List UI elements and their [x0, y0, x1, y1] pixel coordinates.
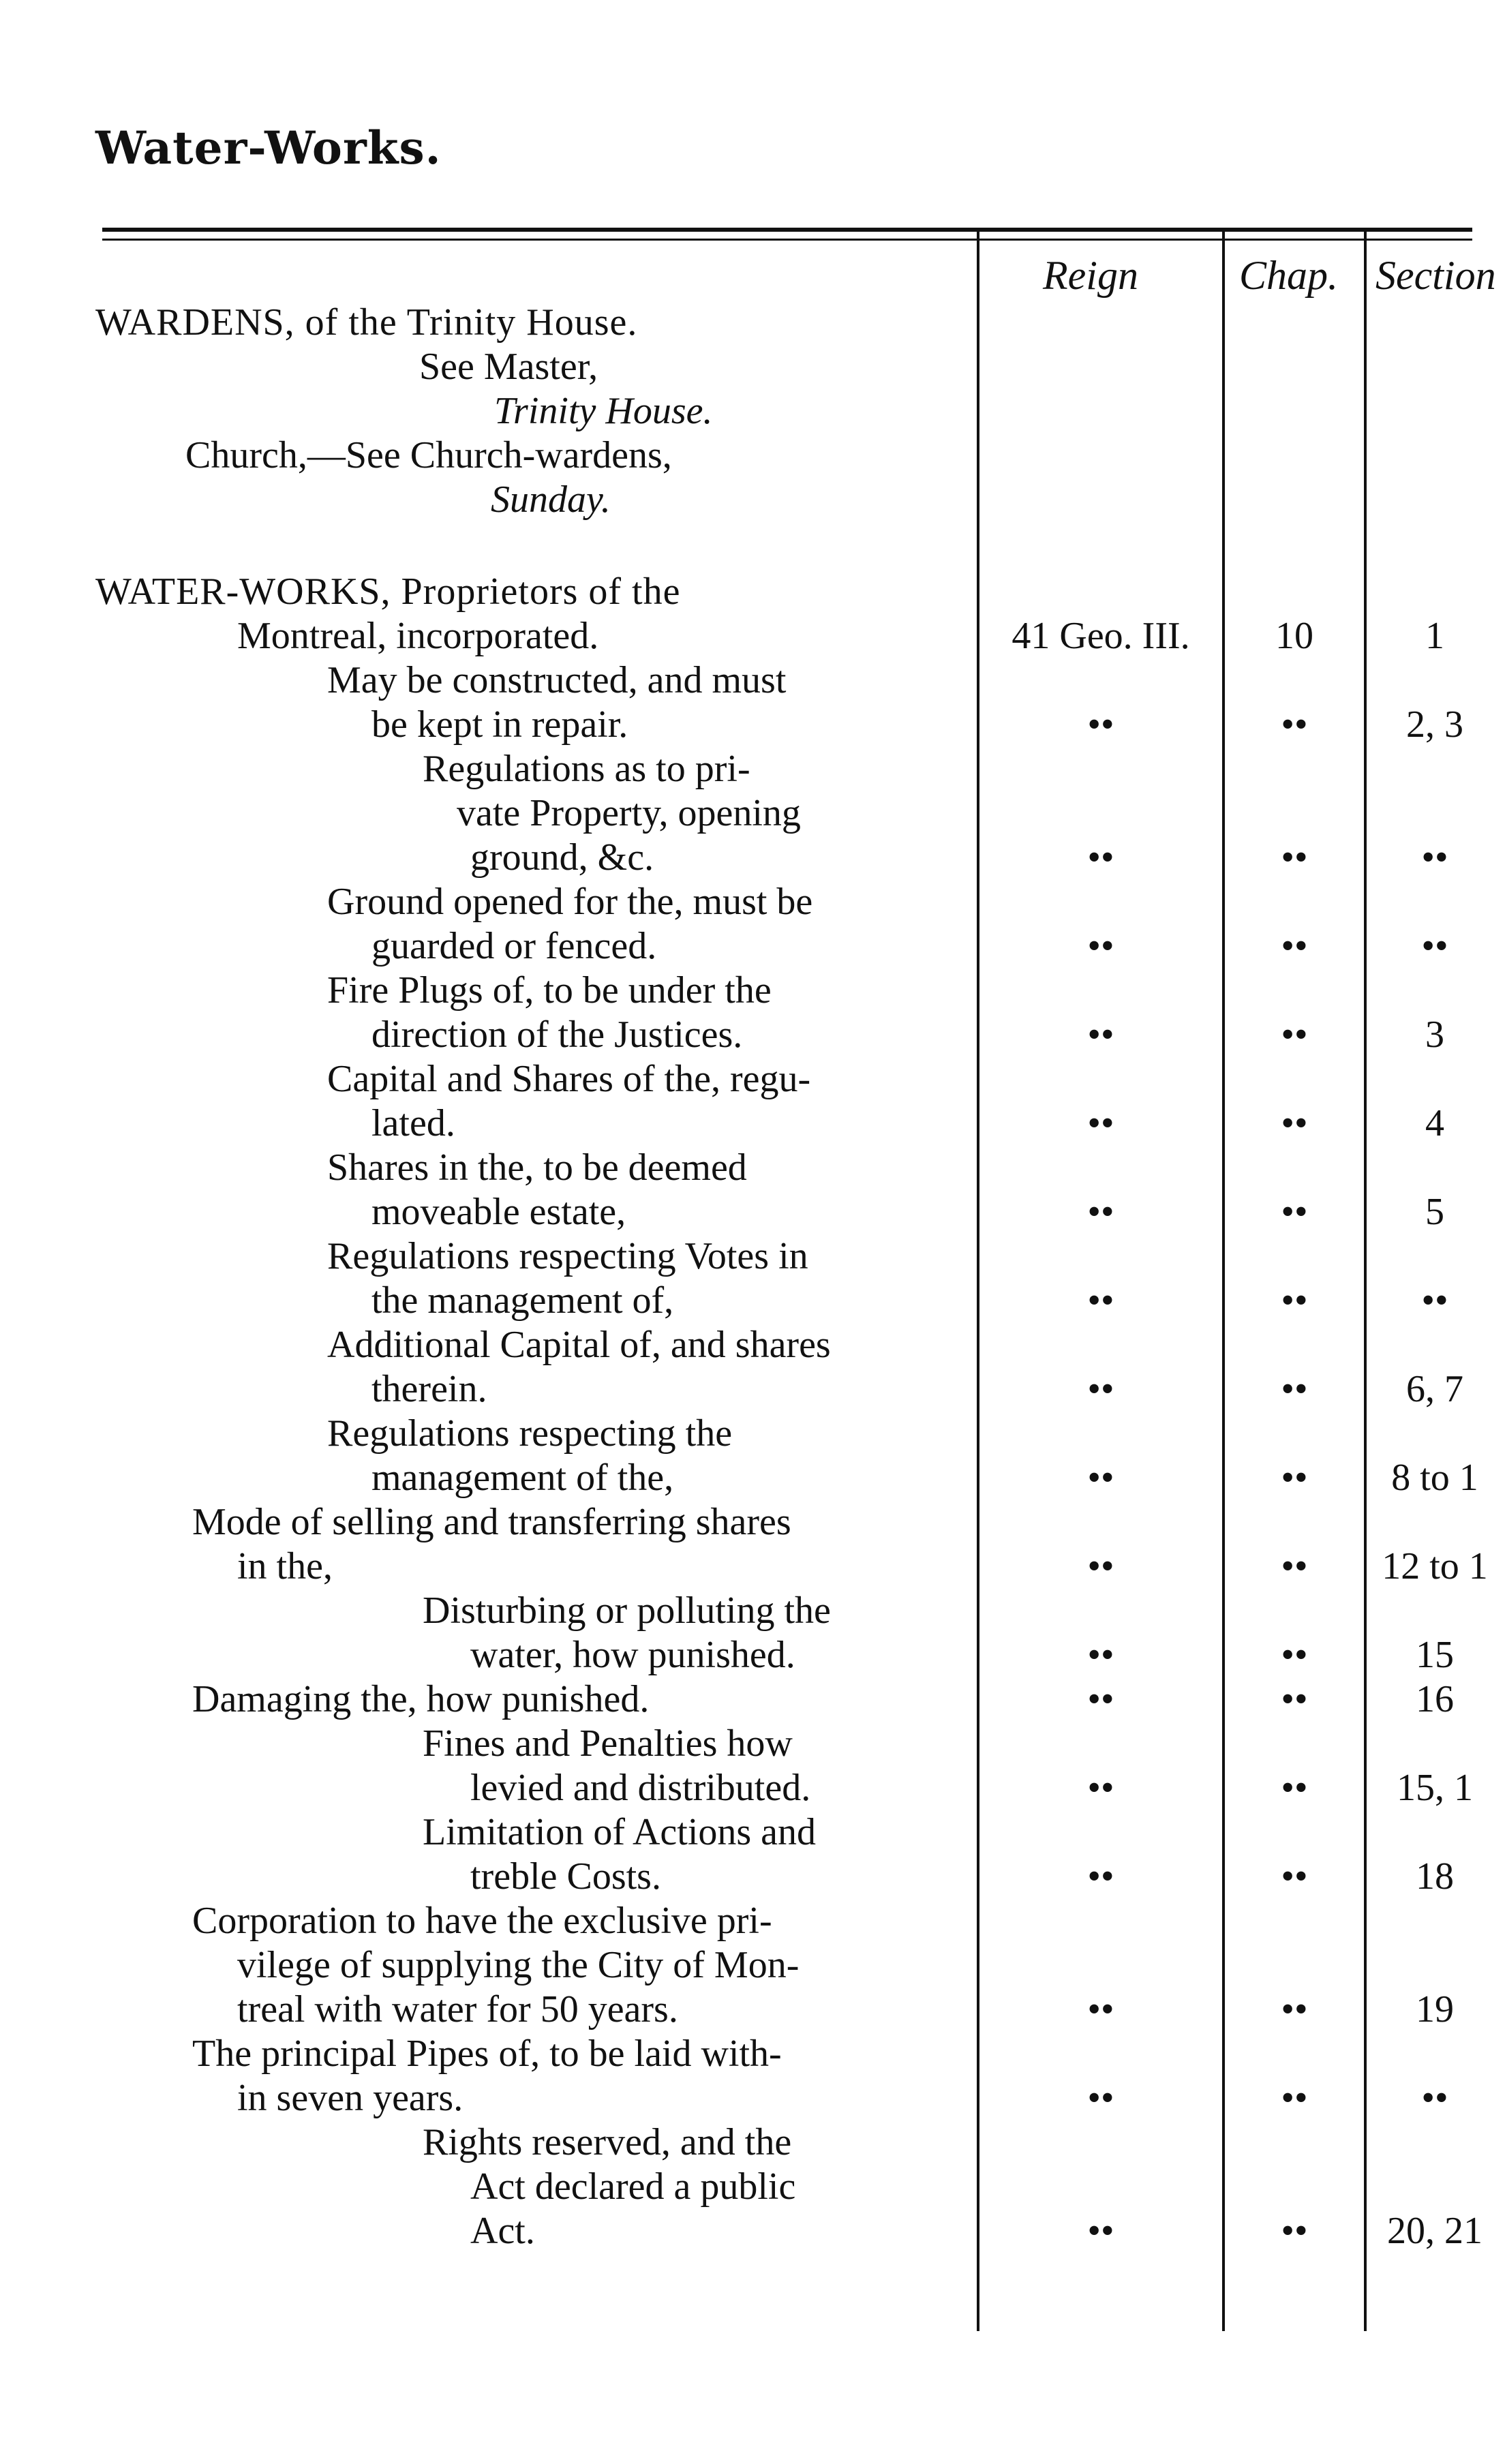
reign-cell: ••	[1087, 1368, 1114, 1410]
entry-trinity-house: Trinity House.	[494, 390, 713, 432]
column-header-section: Section	[1375, 253, 1496, 298]
entry-line: vate Property, opening	[457, 792, 801, 834]
entry-line: the management of,	[371, 1279, 674, 1322]
entry-line: Act.	[470, 2210, 535, 2252]
entry-line: treal with water for 50 years.	[237, 1988, 678, 2030]
entry-line: guarded or fenced.	[371, 925, 657, 967]
section-cell: ••	[1421, 1279, 1448, 1322]
section-cell: 3	[1425, 1014, 1444, 1056]
reign-cell: 41 Geo. III.	[1012, 615, 1190, 657]
entry-line: Fines and Penalties how	[423, 1722, 793, 1765]
reign-cell: ••	[1087, 1014, 1114, 1056]
entry-line: water, how punished.	[470, 1634, 795, 1676]
column-header-reign: Reign	[1043, 253, 1138, 298]
reign-cell: ••	[1087, 1545, 1114, 1587]
reign-cell: ••	[1087, 1102, 1114, 1144]
entry-church-wardens: Church,—See Church-wardens,	[185, 434, 672, 476]
reign-cell: ••	[1087, 836, 1114, 879]
entry-line: moveable estate,	[371, 1191, 626, 1233]
entry-line: Shares in the, to be deemed	[327, 1146, 747, 1189]
entry-line: be kept in repair.	[371, 703, 628, 746]
entry-montreal-incorporated: Montreal, incorporated.	[237, 615, 599, 657]
entry-line: Disturbing or polluting the	[423, 1590, 831, 1632]
entry-line: Fire Plugs of, to be under the	[327, 969, 772, 1012]
entry-line: May be constructed, and must	[327, 659, 787, 701]
section-cell: 2, 3	[1406, 703, 1463, 746]
entry-line: Regulations as to pri-	[423, 748, 750, 790]
reign-cell: ••	[1087, 1457, 1114, 1499]
entry-line: Regulations respecting Votes in	[327, 1235, 808, 1277]
header-rule-thin	[102, 239, 1472, 241]
chap-cell: ••	[1281, 1767, 1308, 1809]
entry-wardens-heading: WARDENS, of the Trinity House.	[95, 301, 638, 344]
section-cell: ••	[1421, 836, 1448, 879]
entry-line: Mode of selling and transferring shares	[192, 1501, 791, 1543]
reign-cell: ••	[1087, 2077, 1114, 2119]
section-cell: ••	[1421, 2077, 1448, 2119]
entry-line: management of the,	[371, 1457, 674, 1499]
entry-line: in the,	[237, 1545, 333, 1587]
chap-cell: ••	[1281, 2210, 1308, 2252]
entry-line: treble Costs.	[470, 1855, 661, 1898]
section-cell: 4	[1425, 1102, 1444, 1144]
entry-sunday: Sunday.	[491, 478, 611, 521]
column-header-chap: Chap.	[1239, 253, 1339, 298]
section-cell: 16	[1416, 1678, 1454, 1720]
section-cell: 6, 7	[1406, 1368, 1463, 1410]
reign-cell: ••	[1087, 703, 1114, 746]
entry-water-works-heading: WATER-WORKS, Proprietors of the	[95, 571, 681, 613]
chap-cell: ••	[1281, 1102, 1308, 1144]
chap-cell: ••	[1281, 1634, 1308, 1676]
chap-cell: ••	[1281, 925, 1308, 967]
running-head: Water-Works.	[95, 121, 442, 174]
reign-cell: ••	[1087, 2210, 1114, 2252]
chap-cell: ••	[1281, 1545, 1308, 1587]
chap-cell: ••	[1281, 2077, 1308, 2119]
reign-cell: ••	[1087, 1279, 1114, 1322]
section-cell: 1	[1425, 615, 1444, 657]
entry-line: Regulations respecting the	[327, 1412, 733, 1455]
chap-cell: ••	[1281, 1279, 1308, 1322]
reign-cell: ••	[1087, 1634, 1114, 1676]
reign-cell: ••	[1087, 1855, 1114, 1898]
entry-line: lated.	[371, 1102, 455, 1144]
section-cell: 15	[1416, 1634, 1454, 1676]
chap-cell: ••	[1281, 1457, 1308, 1499]
chap-cell: ••	[1281, 1678, 1308, 1720]
entry-line: ground, &c.	[470, 836, 654, 879]
reign-cell: ••	[1087, 1191, 1114, 1233]
header-rule	[102, 228, 1472, 232]
chap-cell: ••	[1281, 1368, 1308, 1410]
entry-line: Additional Capital of, and shares	[327, 1324, 831, 1366]
entry-line: Damaging the, how punished.	[192, 1678, 650, 1720]
entry-line: vilege of supplying the City of Mon-	[237, 1944, 800, 1986]
entry-line: direction of the Justices.	[371, 1014, 743, 1056]
section-cell: 5	[1425, 1191, 1444, 1233]
chap-cell: ••	[1281, 836, 1308, 879]
reign-cell: ••	[1087, 1678, 1114, 1720]
section-cell: 15, 1	[1397, 1767, 1473, 1809]
entry-line: Capital and Shares of the, regu-	[327, 1058, 811, 1100]
section-cell: 20, 21	[1387, 2210, 1483, 2252]
section-cell: 12 to 1	[1382, 1545, 1488, 1587]
entry-line: Corporation to have the exclusive pri-	[192, 1900, 772, 1942]
entry-line: in seven years.	[237, 2077, 463, 2119]
entry-see-master: See Master,	[419, 346, 598, 388]
section-cell: 19	[1416, 1988, 1454, 2030]
chap-cell: ••	[1281, 703, 1308, 746]
entry-line: Limitation of Actions and	[423, 1811, 817, 1853]
chap-cell: ••	[1281, 1191, 1308, 1233]
entry-line: The principal Pipes of, to be laid with-	[192, 2033, 782, 2075]
reign-cell: ••	[1087, 925, 1114, 967]
entry-line: Act declared a public	[470, 2165, 796, 2208]
chap-cell: ••	[1281, 1014, 1308, 1056]
entry-line: Ground opened for the, must be	[327, 881, 813, 923]
entry-line: therein.	[371, 1368, 487, 1410]
entry-line: levied and distributed.	[470, 1767, 811, 1809]
section-cell: 18	[1416, 1855, 1454, 1898]
chap-cell: ••	[1281, 1988, 1308, 2030]
entry-line: Rights reserved, and the	[423, 2121, 792, 2163]
section-cell: 8 to 1	[1391, 1457, 1478, 1499]
chap-cell: 10	[1275, 615, 1313, 657]
reign-cell: ••	[1087, 1988, 1114, 2030]
chap-cell: ••	[1281, 1855, 1308, 1898]
section-cell: ••	[1421, 925, 1448, 967]
reign-cell: ••	[1087, 1767, 1114, 1809]
